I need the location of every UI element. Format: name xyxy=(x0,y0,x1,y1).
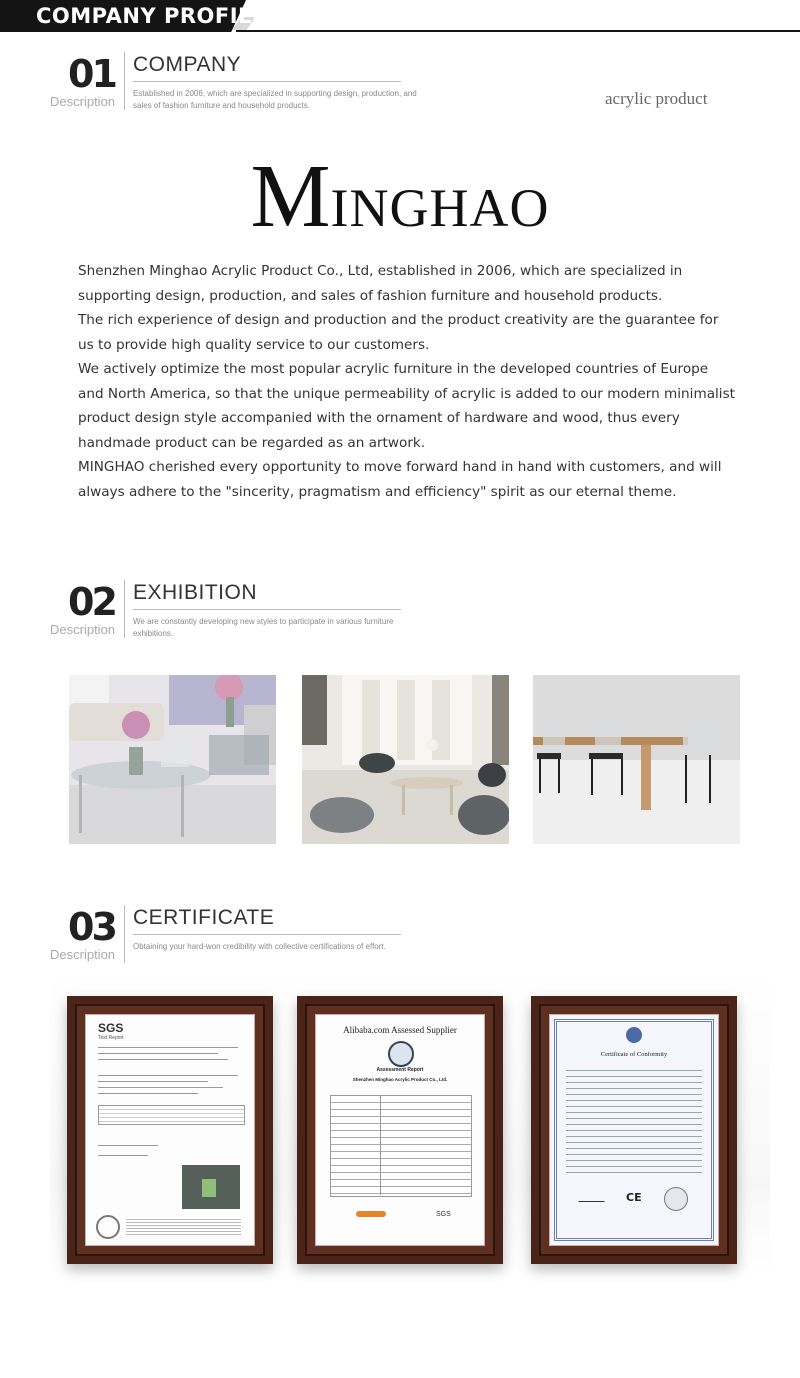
section-number: 02 xyxy=(68,580,115,624)
exhibition-photo-dining xyxy=(533,675,740,844)
company-description xyxy=(78,259,738,504)
signature-icon xyxy=(578,1193,607,1202)
certificate-document xyxy=(315,1014,485,1246)
certificate-heading: Test Report xyxy=(98,1035,124,1041)
brand-logo xyxy=(0,147,800,246)
banner-rule xyxy=(236,30,800,32)
tagline: acrylic product xyxy=(605,89,708,108)
certificate-document xyxy=(549,1014,719,1246)
section-title: EXHIBITION xyxy=(133,581,258,604)
sgs-logo: SGS xyxy=(98,1021,124,1035)
banner-title: COMPANY PROFILE xyxy=(36,4,267,28)
certificate-frame-sgs xyxy=(67,996,273,1264)
section-title: COMPANY xyxy=(133,53,242,76)
section-label: Description xyxy=(50,622,116,637)
section-divider xyxy=(124,580,125,638)
certificate-heading: Assessment Report xyxy=(376,1067,424,1073)
assessment-seal-icon xyxy=(388,1041,414,1067)
brand-rest: INGHAO xyxy=(330,178,550,238)
sgs-footer: SGS xyxy=(436,1211,451,1218)
paragraph: We actively optimize the most popular acrylic furniture in the developed countries of Europe and North America, so that the unique permeability of acrylic is added to our modern minimalist product design style accompanied with the ornament of hardware and wood, thus every handmade product can be regarded as an artwork. xyxy=(78,361,735,451)
certificate-company: Shenzhen Minghao Acrylic Product Co., Ltd. xyxy=(352,1077,448,1082)
section-rule xyxy=(133,81,401,82)
section-subtitle: Obtaining your hard-won credibility with collective certifications of effort. xyxy=(133,942,386,951)
brand-initial: M xyxy=(250,147,331,246)
section-label: Description xyxy=(50,947,116,962)
sgs-seal-icon xyxy=(96,1215,120,1239)
exhibition-photo-living-room xyxy=(69,675,276,844)
alibaba-mark-icon xyxy=(356,1211,386,1217)
alibaba-logo: Alibaba.com Assessed Supplier xyxy=(343,1025,457,1035)
section-label: Description xyxy=(50,94,116,109)
section-rule xyxy=(133,609,401,610)
section-rule xyxy=(133,934,401,935)
certificate-document xyxy=(85,1014,255,1246)
exhibition-photo-lounge xyxy=(302,675,509,844)
section-number: 01 xyxy=(68,52,115,96)
section-number: 03 xyxy=(68,905,115,949)
sample-photo xyxy=(182,1165,240,1209)
section-divider xyxy=(124,905,125,963)
section-subtitle: Established in 2006, which are specialized in supporting design, production, and sales of fashion furniture and household products. xyxy=(133,89,417,110)
paragraph: Shenzhen Minghao Acrylic Product Co., Ltd, established in 2006, which are specialized in supporting design, production, and sales of fashion furniture and household products. xyxy=(78,263,683,304)
header-banner xyxy=(0,0,800,32)
lab-logo-icon xyxy=(626,1027,642,1043)
section-subtitle: We are constantly developing new styles to participate in various furniture exhibitions. xyxy=(133,617,394,638)
section-divider xyxy=(124,52,125,110)
certificate-heading: Certificate of Conformity xyxy=(600,1051,668,1058)
ce-mark: CE xyxy=(626,1191,642,1204)
certificate-frame-alibaba xyxy=(297,996,503,1264)
section-title: CERTIFICATE xyxy=(133,906,275,929)
stamp-icon xyxy=(664,1187,688,1211)
certificate-frame-conformity xyxy=(531,996,737,1264)
paragraph: The rich experience of design and production and the product creativity are the guarantee for us to provide high quality service to our customers. xyxy=(78,312,719,353)
paragraph: MINGHAO cherished every opportunity to move forward hand in hand with customers, and will always adhere to the "sincerity, pragmatism and efficiency" spirit as our eternal theme. xyxy=(78,459,722,500)
